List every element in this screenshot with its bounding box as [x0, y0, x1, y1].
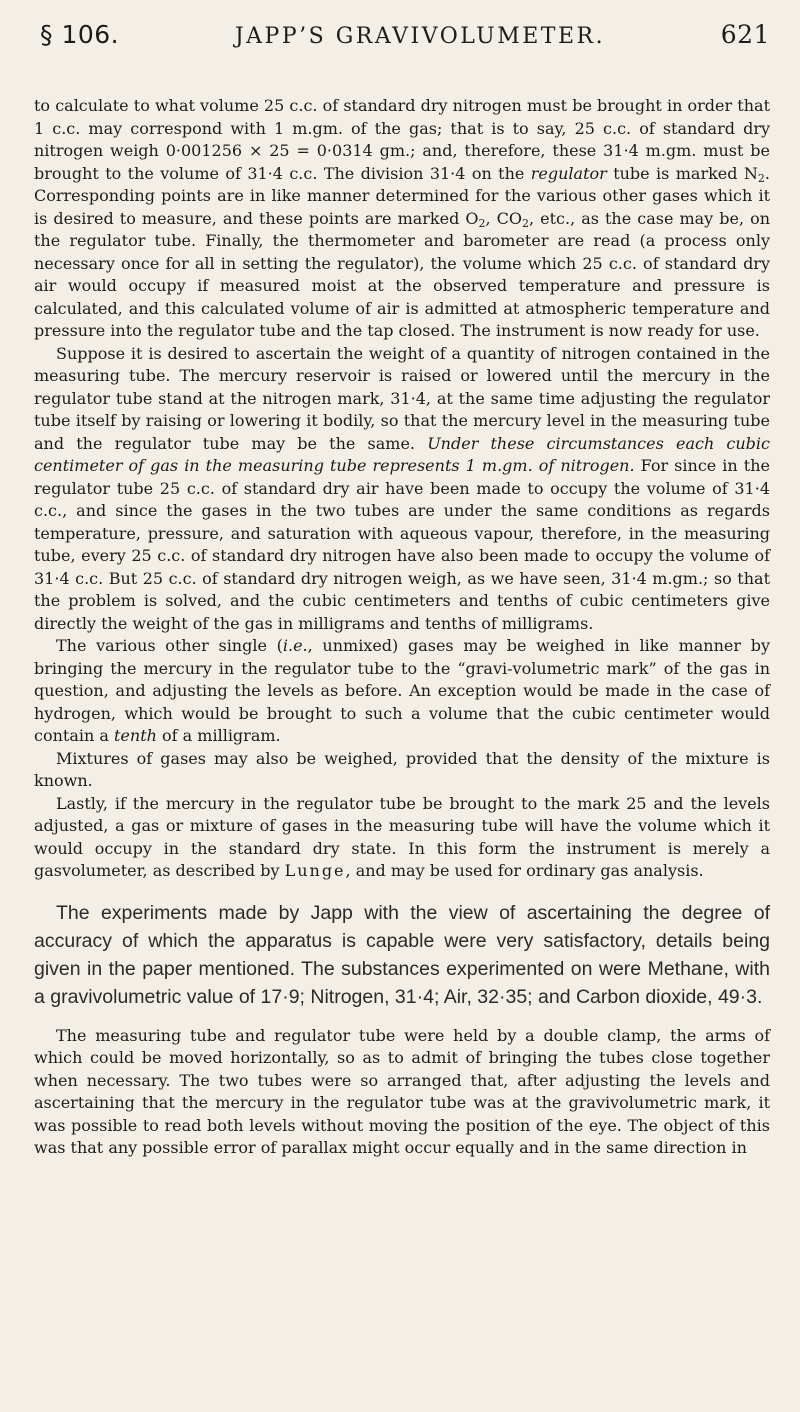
body-text: [34, 95, 770, 1160]
paragraph-3: The various other single (i.e., unmixed) gases may be weighed in like manner by bringing the mercury in the regulator tube to the “gravi-volumetric mark” of the gas in question, and adjusting the levels as before. An exception would be made in the case of hydrogen, which would be brought to such a volume that the cubic centimeter would contain a tenth of a milligram.: [34, 636, 770, 745]
running-title: JAPP’S GRAVIVOLUMETER.: [234, 24, 606, 49]
section-number: § 106.: [40, 20, 120, 49]
paragraph-5: Lastly, if the mercury in the regulator tube be brought to the mark 25 and the levels adjusted, a gas or mixture of gases in the measuring tube will have the volume which it would occupy in the standard dry state. In this form the instrument is merely a gasvolumeter, as described by Lunge, and may be used for ordinary gas analysis.: [34, 793, 770, 880]
running-header: [40, 20, 770, 60]
paragraph-7: The measuring tube and regulator tube were held by a double clamp, the arms of which could be moved horizontally, so as to admit of bringing the tubes close together when necessary. The two tubes were so arranged that, after adjusting the levels and ascertaining that the mercury in the regulator tube was at the gravivolumetric mark, it was possible to read both levels without moving the position of the eye. The object of this was that any possible error of parallax might occur equally and in the same direction in: [34, 1025, 770, 1157]
page-number: 621: [720, 20, 770, 49]
paragraph-6: The experiments made by Japp with the view of ascertaining the degree of accuracy of which the apparatus is capable were very satisfactory, details being given in the paper mentioned. The substances experimented on were Methane, with a gravivolumetric value of 17·9; Nitrogen, 31·4; Air, 32·35; and Carbon dioxide, 49·3.: [34, 901, 770, 1008]
paragraph-4: Mixtures of gases may also be weighed, provided that the density of the mixture is known.: [34, 748, 770, 790]
paragraph-1: to calculate to what volume 25 c.c. of standard dry nitrogen must be brought in order that 1 c.c. may correspond with 1 m.gm. of the gas; that is to say, 25 c.c. of standard dry nitrogen weigh 0·001256 × 25 = 0·0314 gm.; and, therefore, these 31·4 m.gm. must be brought to the volume of 31·4 c.c. The division 31·4 on the regulator tube is marked $N_2$. Corresponding points are in like manner determined for the various other gases which it is desired to measure, and these points are marked $O_2$, $CO_2$, etc., as the case may be, on the regulator tube. Finally, the thermometer and barometer are read (a process only necessary once for all in setting the regulator), the volume which 25 c.c. of standard dry air would occupy if measured moist at the observed temperature and pressure is calculated, and this calculated volume of air is admitted at atmospheric temperature and pressure into the regulator tube and the tap closed. The instrument is now ready for use.: [34, 96, 771, 340]
paragraph-2: Suppose it is desired to ascertain the weight of a quantity of nitrogen contained in the measuring tube. The mercury reservoir is raised or lowered until the mercury in the regulator tube stand at the nitrogen mark, 31·4, at the same time adjusting the regulator tube itself by raising or lowering it bodily, so that the mercury level in the measuring tube and the regulator tube may be the same. Under these circumstances each cubic centimeter of gas in the measuring tube represents 1 m.gm. of nitrogen. For since in the regulator tube 25 c.c. of standard dry air have been made to occupy the volume of 31·4 c.c., and since the gases in the two tubes are under the same conditions as regards temperature, pressure, and saturation with aqueous vapour, therefore, in the measuring tube, every 25 c.c. of standard dry nitrogen have also been made to occupy the volume of 31·4 c.c. But 25 c.c. of standard dry nitrogen weigh, as we have seen, 31·4 m.gm.; so that the problem is solved, and the cubic centimeters and tenths of cubic centimeters give directly the weight of the gas in milligrams and tenths of milligrams.: [34, 343, 771, 633]
